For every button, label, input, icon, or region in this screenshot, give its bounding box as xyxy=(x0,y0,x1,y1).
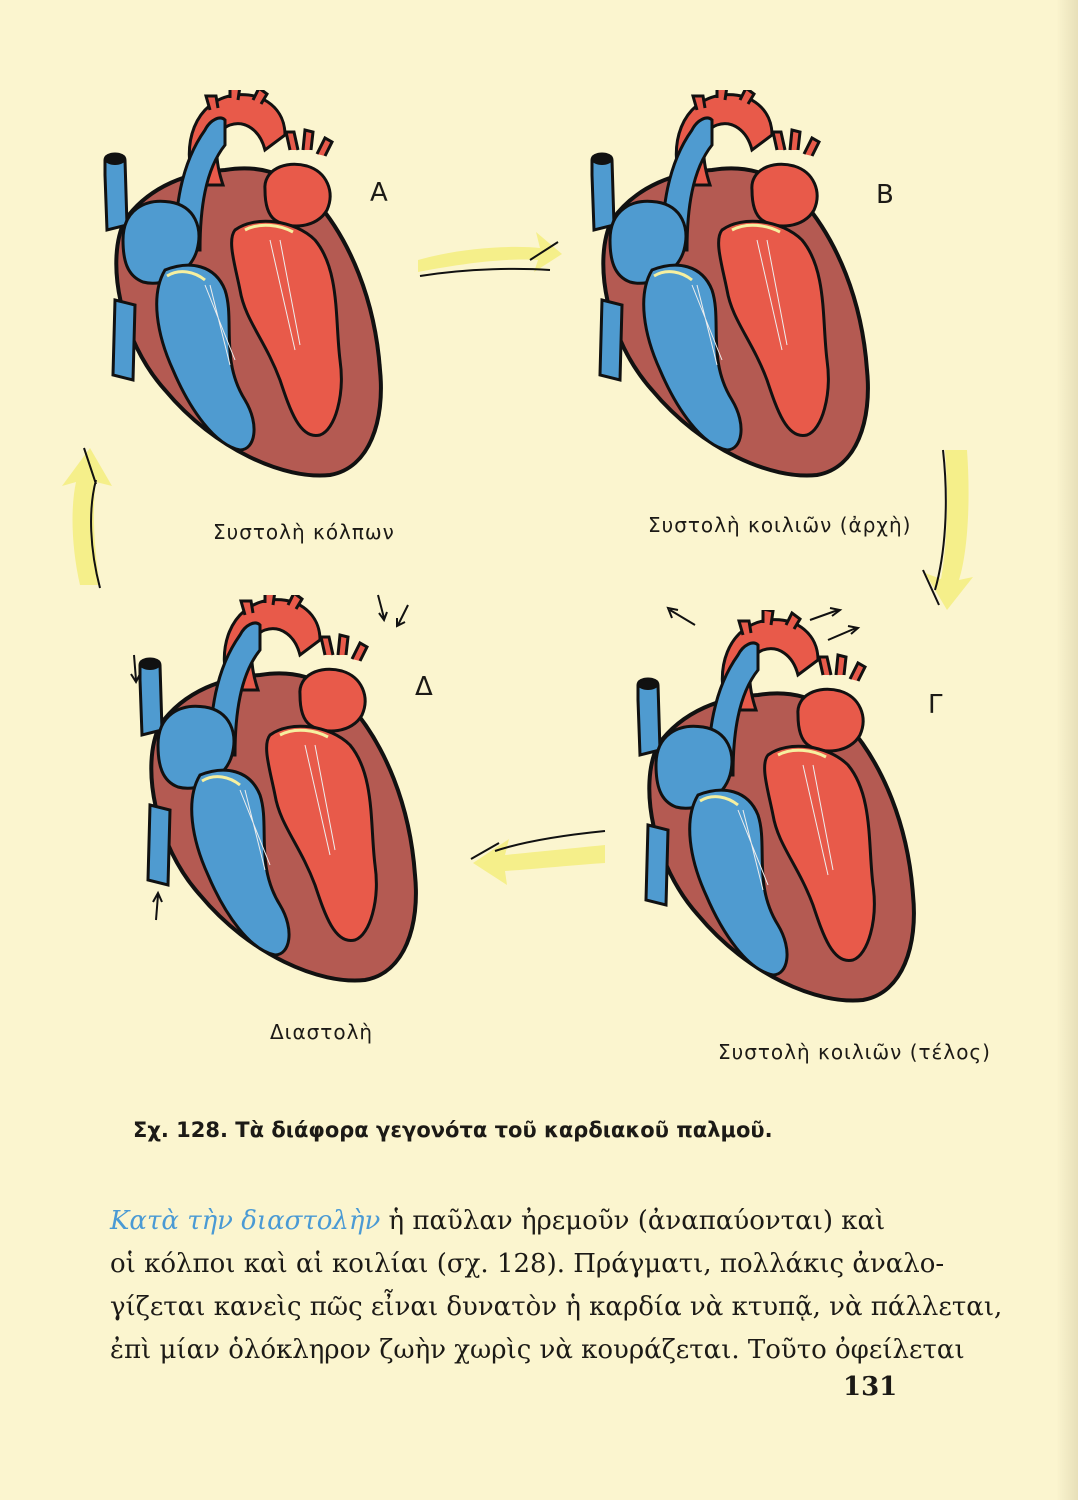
body-line-3: γίζεται κανεὶς πῶς εἶναι δυνατὸν ἡ καρδία νὰ κτυπᾷ, νὰ πάλλεται, xyxy=(110,1292,1003,1322)
panel-caption-c: Συστολὴ κοιλιῶν (τέλος) xyxy=(718,1040,991,1064)
figure-caption: Σχ. 128. Τὰ διάφορα γεγονότα τοῦ καρδιακοῦ παλμοῦ. xyxy=(133,1118,773,1142)
panel-caption-a: Συστολὴ κόλπων xyxy=(213,520,395,544)
panel-letter-b: Β xyxy=(876,180,894,210)
outflow-arrows xyxy=(660,600,880,660)
heart-diagram-a xyxy=(95,90,395,490)
body-line-1 xyxy=(110,1200,910,1243)
body-line-1-rest: ἡ παῦλαν ἠρεμοῦν (ἀναπαύονται) καὶ xyxy=(380,1206,886,1236)
inflow-arrows xyxy=(120,590,420,950)
body-lead-phrase: Κατὰ τὴν διαστολὴν xyxy=(110,1206,381,1236)
arrow-b-to-c xyxy=(905,445,985,615)
page-number: 131 xyxy=(843,1372,898,1402)
panel-letter-a: Α xyxy=(370,178,388,208)
heart-diagram-c xyxy=(628,610,928,1020)
panel-caption-b: Συστολὴ κοιλιῶν (ἀρχὴ) xyxy=(648,513,912,537)
body-line-2: οἱ κόλποι καὶ αἱ κοιλίαι (σχ. 128). Πράγματι, πολλάκις ἀναλο- xyxy=(110,1249,945,1279)
panel-letter-c: Γ xyxy=(928,690,943,720)
heart-diagram-b xyxy=(582,90,882,490)
arrow-a-to-b xyxy=(410,220,570,290)
body-line-4: ἐπὶ μίαν ὁλόκληρον ζωὴν χωρὶς νὰ κουράζεται. Τοῦτο ὀφείλεται xyxy=(110,1335,965,1365)
panel-letter-d: Δ xyxy=(415,672,433,702)
body-paragraph xyxy=(110,1200,1003,1372)
panel-caption-d: Διαστολὴ xyxy=(270,1020,374,1044)
page-edge-shadow xyxy=(1056,0,1078,1500)
arrow-c-to-d xyxy=(455,815,615,895)
arrow-d-to-a xyxy=(50,440,130,590)
